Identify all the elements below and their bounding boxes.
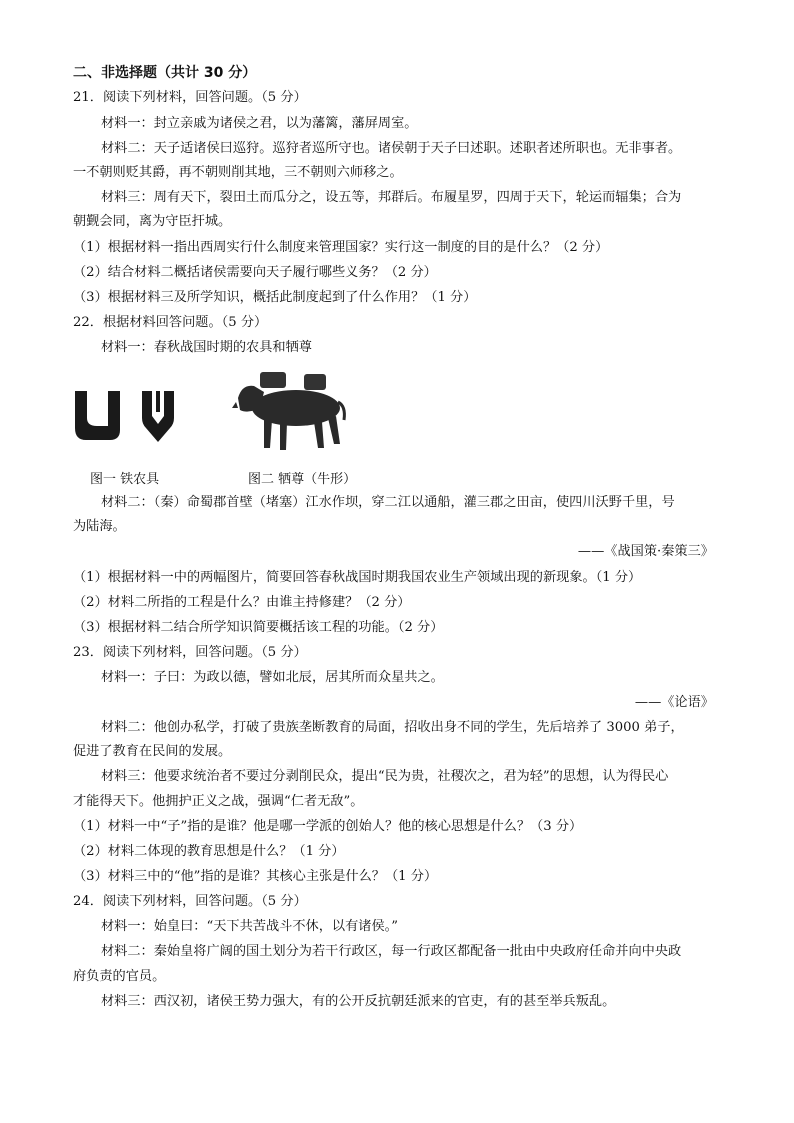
q23-material-2-line-1: 材料二：他创办私学，打破了贵族垄断教育的局面，招收出身不同的学生，先后培养了 3000 弟子， <box>101 720 684 735</box>
q21-subquestion-3: （3）根据材料三及所学知识，概括此制度起到了什么作用？（1 分） <box>73 290 477 305</box>
q21-stem: 21．阅读下列材料，回答问题。（5 分） <box>73 90 307 105</box>
q23-material-3-line-1: 材料三：他要求统治者不要过分剥削民众，提出“民为贵，社稷次之，君为轻”的思想，认为得民心 <box>101 769 669 784</box>
q24-material-3: 材料三：西汉初，诸侯王势力强大，有的公开反抗朝廷派来的官吏，有的甚至举兵叛乱。 <box>101 994 616 1009</box>
q24-stem: 24．阅读下列材料，回答问题。（5 分） <box>73 894 307 909</box>
q22-subquestion-1: （1）根据材料一中的两幅图片，简要回答春秋战国时期我国农业生产领域出现的新现象。（1 分） <box>73 570 642 585</box>
q23-material-3-line-2: 才能得天下。他拥护正义之战，强调“仁者无敌”。 <box>73 794 364 809</box>
q23-subquestion-3: （3）材料三中的“他”指的是谁？其核心主张是什么？（1 分） <box>73 869 438 884</box>
q23-material-2-line-2: 促进了教育在民间的发展。 <box>73 744 232 759</box>
q22-stem: 22．根据材料回答问题。（5 分） <box>73 315 268 330</box>
q21-material-3-line-1: 材料三：周有天下，裂田土而瓜分之，设五等，邦群后。布履星罗，四周于天下，轮运而辐集；合为 <box>101 190 682 205</box>
q23-material-1: 材料一：子曰：为政以德，譬如北辰，居其所而众星共之。 <box>101 670 444 685</box>
q24-material-1: 材料一：始皇曰：“天下共苦战斗不休，以有诸侯。” <box>101 919 399 934</box>
iron-farm-tools-image <box>72 388 188 444</box>
section-title: 二、非选择题（共计 30 分） <box>73 65 257 81</box>
q23-subquestion-1: （1）材料一中“子”指的是谁？他是哪一学派的创始人？他的核心思想是什么？（3 分） <box>73 819 583 834</box>
q21-material-3-line-2: 朝觐会同，离为守臣扞城。 <box>73 214 232 229</box>
q23-subquestion-2: （2）材料二体现的教育思想是什么？（1 分） <box>73 844 345 859</box>
q22-material-2-line-1: 材料二：（秦）命蜀郡首壁（堵塞）江水作坝，穿二江以通船，灌三郡之田亩，使四川沃野千里，号 <box>101 495 675 510</box>
q22-material-1: 材料一：春秋战国时期的农具和牺尊 <box>101 340 312 355</box>
q21-subquestion-2: （2）结合材料二概括诸侯需要向天子履行哪些义务？（2 分） <box>73 265 437 280</box>
figure-1-caption: 图一 铁农具 <box>90 472 160 487</box>
q24-material-2-line-1: 材料二：秦始皇将广阔的国土划分为若干行政区，每一行政区都配备一批由中央政府任命并向中央政 <box>101 944 682 959</box>
q22-subquestion-3: （3）根据材料二结合所学知识简要概括该工程的功能。（2 分） <box>73 620 444 635</box>
q21-material-1: 材料一：封立亲戚为诸侯之君，以为藩篱，藩屏周室。 <box>101 116 418 131</box>
q21-material-2-line-1: 材料二：天子适诸侯曰巡狩。巡狩者巡所守也。诸侯朝于天子曰述职。述职者述所职也。无非事者。 <box>101 141 682 156</box>
q24-material-2-line-2: 府负责的官员。 <box>73 969 166 984</box>
ox-wine-vessel-image <box>230 368 348 454</box>
q22-subquestion-2: （2）材料二所指的工程是什么？由谁主持修建？（2 分） <box>73 595 411 610</box>
q22-material-2-line-2: 为陆海。 <box>73 519 126 534</box>
q21-material-2-line-2: 一不朝则贬其爵，再不朝则削其地，三不朝则六师移之。 <box>73 165 403 180</box>
q21-subquestion-1: （1）根据材料一指出西周实行什么制度来管理国家？实行这一制度的目的是什么？（2 分） <box>73 240 609 255</box>
q22-source: ——《战国策·秦策三》 <box>577 544 714 559</box>
figure-2-caption: 图二 牺尊（牛形） <box>248 472 357 487</box>
q23-source: ——《论语》 <box>634 695 714 710</box>
q23-stem: 23．阅读下列材料，回答问题。（5 分） <box>73 645 307 660</box>
